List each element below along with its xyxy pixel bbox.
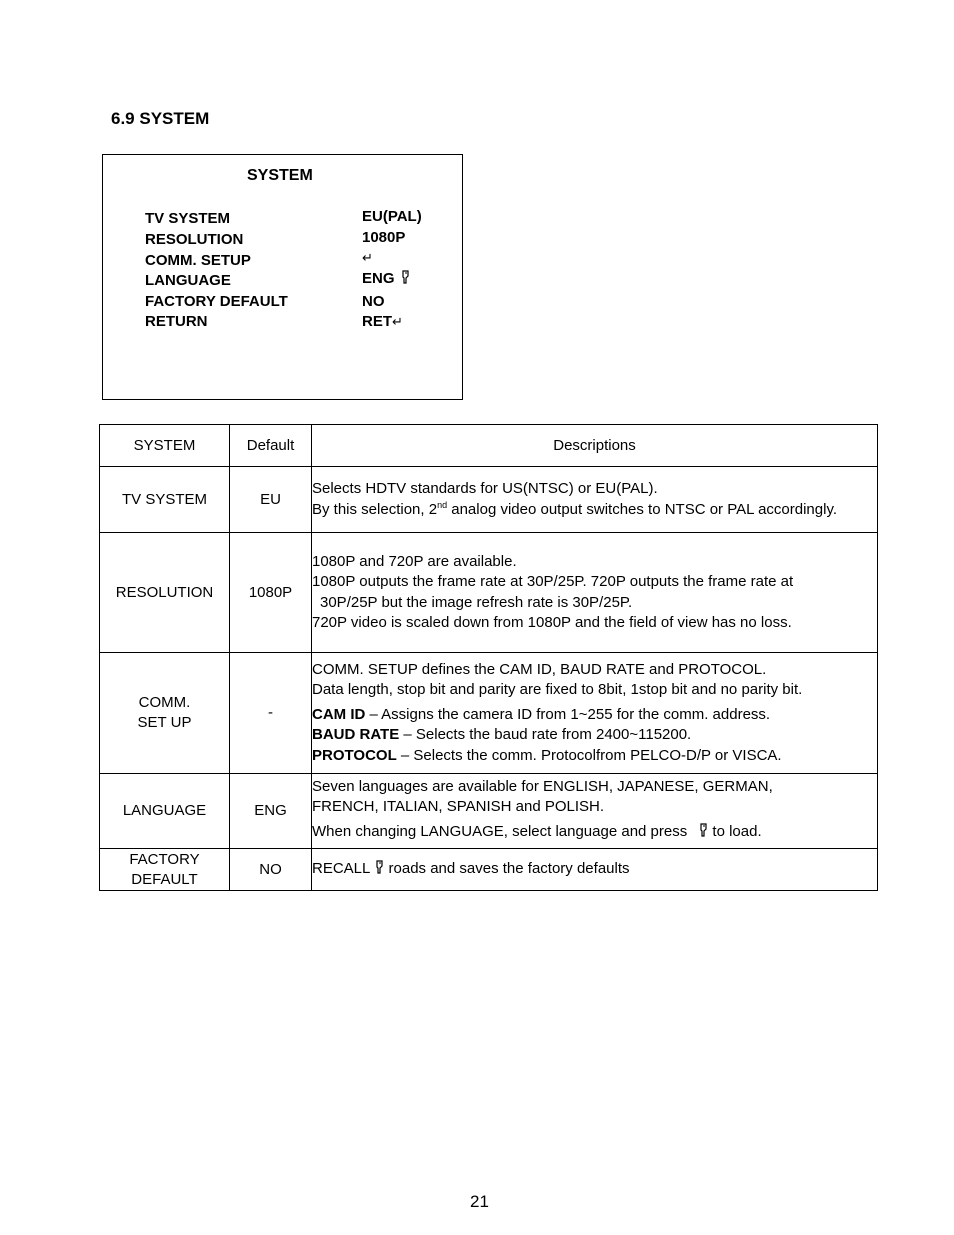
osd-menu-title: SYSTEM: [247, 167, 313, 184]
text-run: analog video output switches to NTSC or PAL accordingly.: [447, 500, 837, 518]
item-text: – Selects the comm. Protocolfrom PELCO-D/P or VISCA.: [396, 746, 782, 764]
setting-default: 1080P: [230, 533, 312, 653]
osd-value: RET: [362, 313, 392, 330]
setting-default: NO: [230, 849, 312, 891]
page-number: 21: [470, 1192, 489, 1211]
osd-label: TV SYSTEM: [145, 210, 231, 227]
item-term: BAUD RATE: [312, 726, 400, 744]
name-line: SET UP: [137, 714, 192, 731]
column-header: Descriptions: [312, 425, 878, 467]
description-line: Data length, stop bit and parity are fixed to 8bit, 1stop bit and no parity bit.: [312, 681, 803, 699]
table-row-comm-setup: [100, 653, 878, 774]
description-line: [312, 500, 877, 521]
item-text: – Selects the baud rate from 2400~115200.: [399, 726, 692, 744]
system-settings-table: [99, 424, 878, 891]
osd-value: NO: [362, 293, 385, 310]
description-line: FRENCH, ITALIAN, SPANISH and POLISH.: [312, 798, 605, 816]
osd-menu-panel: [102, 154, 463, 400]
osd-row-tv-system: [145, 210, 445, 230]
description-line: Selects HDTV standards for US(NTSC) or EU(PAL).: [312, 480, 658, 497]
osd-label: FACTORY DEFAULT: [145, 293, 288, 310]
setting-name: [100, 653, 230, 774]
table-row-resolution: [100, 533, 878, 653]
description-line: 1080P and 720P are available.: [312, 552, 517, 570]
text-run: to load.: [708, 822, 762, 840]
description-item: [312, 725, 877, 746]
description-line: [312, 822, 877, 844]
osd-value: EU(PAL): [362, 208, 422, 225]
enter-icon: ↵: [392, 314, 403, 329]
section-heading: 6.9 SYSTEM: [111, 109, 210, 128]
osd-row-comm-setup: [145, 252, 445, 272]
description-line: 1080P outputs the frame rate at 30P/25P. 720P outputs the frame rate at: [312, 573, 794, 590]
osd-row-return: [145, 313, 445, 333]
osd-label: RESOLUTION: [145, 231, 244, 248]
description-line: Seven languages are available for ENGLISH, JAPANESE, GERMAN,: [312, 777, 773, 795]
setting-name: RESOLUTION: [100, 533, 230, 653]
description-line: 720P video is scaled down from 1080P and the field of view has no loss.: [312, 614, 792, 631]
setting-description: [312, 533, 878, 653]
description-item: [312, 746, 877, 767]
item-text: – Assigns the camera ID from 1~255 for the comm. address.: [365, 705, 771, 723]
setting-name: TV SYSTEM: [100, 467, 230, 533]
item-term: CAM ID: [312, 705, 366, 723]
text-run: roads and saves the factory defaults: [384, 859, 630, 877]
enter-icon: ↵: [362, 250, 373, 265]
osd-row-language: [145, 272, 445, 292]
table-row-factory-default: [100, 849, 878, 891]
column-header: Default: [230, 425, 312, 467]
osd-value-language: [362, 270, 410, 288]
osd-row-factory-default: [145, 293, 445, 313]
text-run: When changing LANGUAGE, select language and press: [312, 822, 688, 840]
name-line: FACTORY: [129, 850, 200, 868]
osd-label: COMM. SETUP: [145, 252, 251, 269]
joystick-key-icon: [401, 270, 410, 288]
osd-value: 1080P: [362, 229, 406, 246]
setting-name: [100, 849, 230, 891]
name-line: DEFAULT: [131, 870, 198, 888]
description-item: [312, 705, 877, 726]
osd-value: ENG: [362, 270, 395, 287]
column-header: SYSTEM: [100, 425, 230, 467]
setting-description: [312, 774, 878, 849]
superscript: nd: [437, 499, 448, 510]
table-header-row: [100, 425, 878, 467]
table-row-tv-system: [100, 467, 878, 533]
description-line: 30P/25P but the image refresh rate is 30P/25P.: [320, 593, 633, 611]
osd-value-return: [362, 313, 403, 330]
setting-default: ENG: [230, 774, 312, 849]
osd-row-resolution: [145, 231, 445, 251]
osd-label: LANGUAGE: [145, 272, 231, 289]
joystick-key-icon: [699, 823, 708, 844]
setting-description: [312, 467, 878, 533]
text-run: By this selection, 2: [312, 500, 438, 518]
setting-default: -: [230, 653, 312, 774]
text-run: RECALL: [312, 859, 371, 877]
name-line: COMM.: [138, 694, 191, 711]
setting-description: [312, 849, 878, 891]
item-term: PROTOCOL: [312, 746, 397, 764]
table-row-language: [100, 774, 878, 849]
setting-name: LANGUAGE: [100, 774, 230, 849]
setting-description: [312, 653, 878, 774]
setting-default: EU: [230, 467, 312, 533]
description-line: COMM. SETUP defines the CAM ID, BAUD RATE and PROTOCOL.: [312, 660, 767, 678]
joystick-key-icon: [375, 860, 384, 881]
osd-label: RETURN: [145, 313, 208, 330]
